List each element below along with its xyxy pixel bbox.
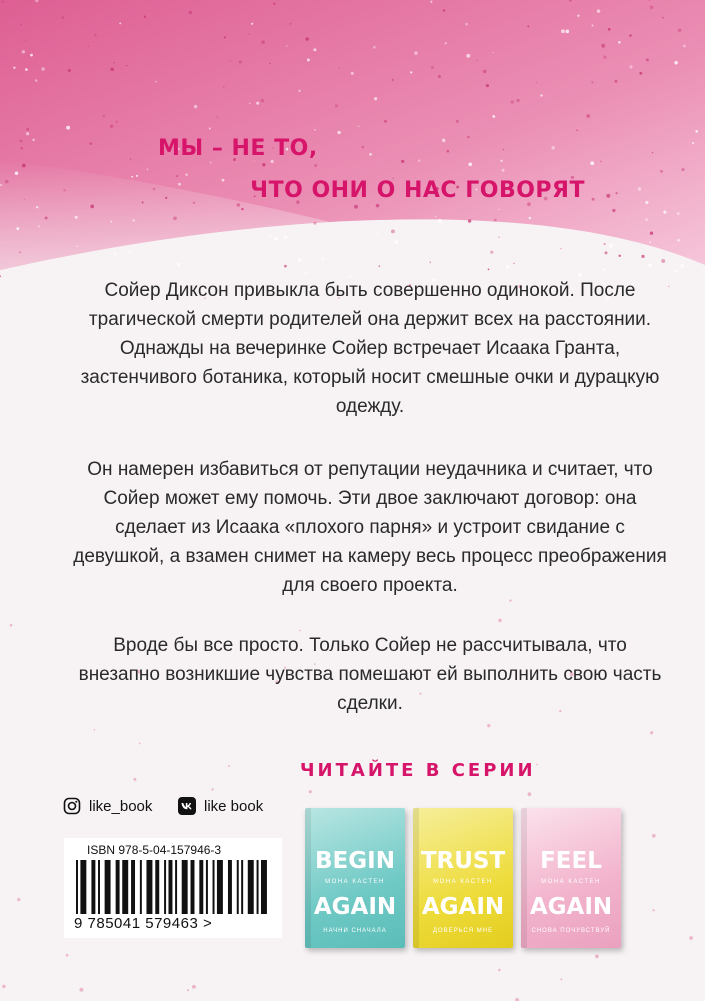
instagram-icon <box>63 797 81 815</box>
book-author: МОНА КАСТЕН <box>433 879 493 885</box>
book-subtitle: СНОВА ПОЧУВСТВУЙ <box>531 928 611 934</box>
social-vk[interactable] <box>178 797 263 815</box>
vk-handle: like book <box>204 797 264 815</box>
tagline-line-2: ЧТО ОНИ О НАС ГОВОРЯТ <box>250 178 585 203</box>
book-title-bottom: AGAIN <box>529 894 613 920</box>
vk-icon <box>178 797 196 815</box>
book-title-bottom: AGAIN <box>313 894 397 920</box>
book-cover-trust-again[interactable] <box>413 808 513 948</box>
isbn-label: ISBN 978-5-04-157946-3 <box>87 843 222 857</box>
blurb-paragraph-2: Он намерен избавиться от репутации неудачника и считает, что Сойер может ему помочь. Эти двое заключают договор: она сделает из Исаака «плохого парня» и устроит свидание с девушкой, а взамен снимет на камеру весь процесс преображения для своего проекта. <box>73 459 667 596</box>
blurb-paragraph-3: Вроде бы все просто. Только Сойер не рассчитывала, что внезапно возникшие чувства помешают ей выполнить свою часть сделки. <box>78 635 662 714</box>
book-title-top: BEGIN <box>315 848 395 874</box>
book-cover-begin-again[interactable] <box>305 808 405 948</box>
book-cover-feel-again[interactable] <box>521 808 621 948</box>
book-author: МОНА КАСТЕН <box>541 879 601 885</box>
instagram-handle: like_book <box>89 797 153 815</box>
series-heading: ЧИТАЙТЕ В СЕРИИ <box>300 760 536 781</box>
book-title-bottom: AGAIN <box>421 894 505 920</box>
book-title-top: FEEL <box>540 848 602 874</box>
isbn-barcode <box>64 838 282 938</box>
book-author: МОНА КАСТЕН <box>325 879 385 885</box>
barcode-digits: 9 785041 579463 > <box>74 915 213 932</box>
book-subtitle: НАЧНИ СНАЧАЛА <box>323 928 387 934</box>
social-instagram[interactable] <box>63 797 152 815</box>
blurb-paragraph-1: Сойер Диксон привыкла быть совершенно одинокой. После трагической смерти родителей она держит всех на расстоянии. Однажды на вечеринке Сойер встречает Исаака Гранта, застенчивого ботаника, который носит смешные очки и дурацкую одежду. <box>80 280 660 417</box>
book-subtitle: ДОВЕРЬСЯ МНЕ <box>432 928 494 934</box>
book-title-top: TRUST <box>420 848 506 874</box>
barcode-bars <box>74 860 272 916</box>
tagline-line-1: МЫ – НЕ ТО, <box>158 136 318 161</box>
